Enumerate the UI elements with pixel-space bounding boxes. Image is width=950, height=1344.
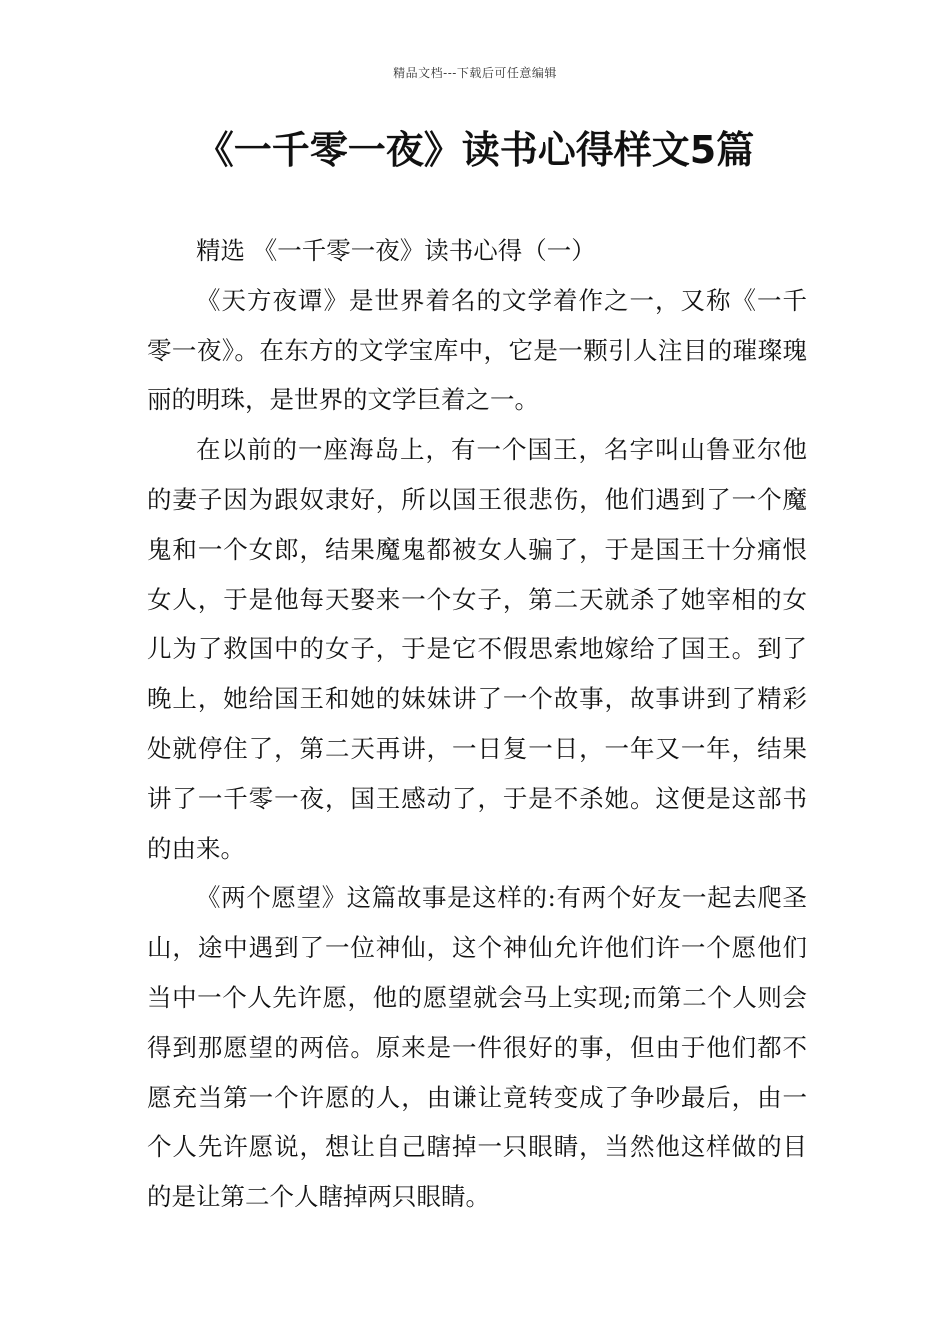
header-note: 精品文档---下载后可任意编辑 — [393, 66, 557, 80]
document-title: 《一千零一夜》读书心得样文5篇 — [195, 128, 755, 172]
section-heading: 精选 《一千零一夜》读书心得（一） — [196, 236, 596, 265]
paragraph: 在以前的一座海岛上，有一个国王，名字叫山鲁亚尔他的妻子因为跟奴隶好，所以国王很悲伤，他们遇到了一个魔鬼和一个女郎，结果魔鬼都被女人骗了，于是国王十分痛恨女人，于是他每天娶来一个女子，第二天就杀了她宰相的女儿为了救国中的女子，于是它不假思索地嫁给了国王。到了晚上，她给国王和她的妹妹讲了一个故事，故事讲到了精彩处就停住了，第二天再讲，一日复一日，一年又一年，结果讲了一千零一夜，国王感动了，于是不杀她。这便是这部书的由来。 — [147, 435, 807, 863]
paragraph: 《天方夜谭》是世界着名的文学着作之一，又称《一千零一夜》。在东方的文学宝库中，它是一颗引人注目的璀璨瑰丽的明珠，是世界的文学巨着之一。 — [147, 285, 807, 415]
paragraph: 《两个愿望》这篇故事是这样的:有两个好友一起去爬圣山，途中遇到了一位神仙，这个神仙允许他们许一个愿他们当中一个人先许愿，他的愿望就会马上实现;而第二个人则会得到那愿望的两倍。原来是一件很好的事，但由于他们都不愿充当第一个许愿的人，由谦让竟转变成了争吵最后，由一个人先许愿说，想让自己瞎掉一只眼睛，当然他这样做的目的是让第二个人瞎掉两只眼睛。 — [147, 883, 807, 1212]
document-body — [147, 226, 807, 1222]
